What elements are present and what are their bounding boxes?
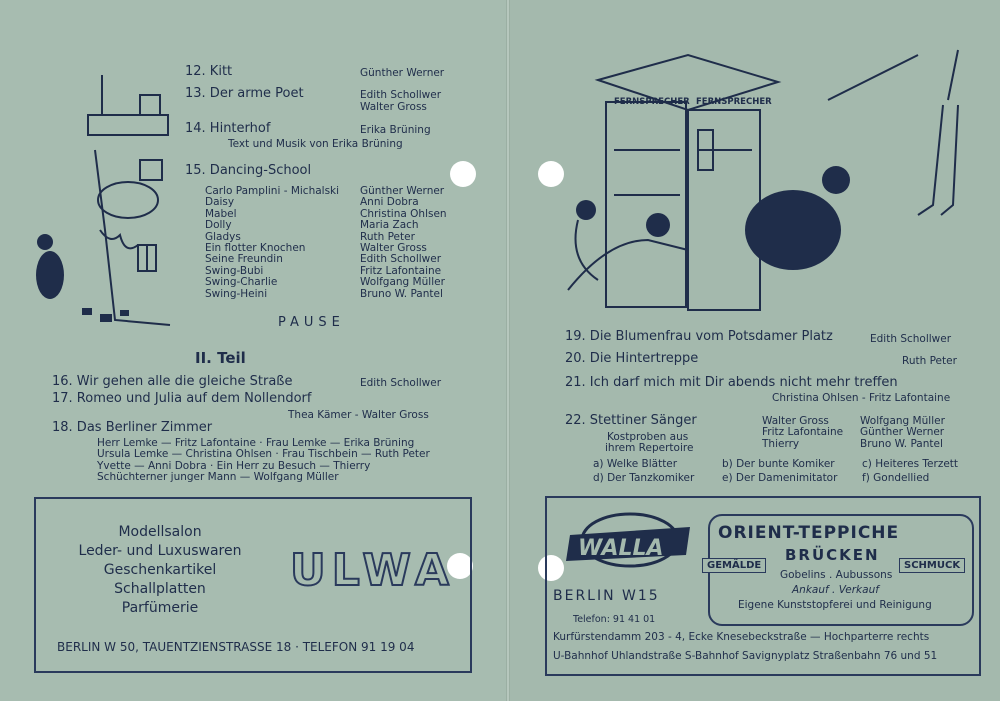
phone-booth-cartoon-illustration [548,40,978,320]
program-item-12: 12. Kitt [185,64,233,79]
item22-subtitle: ihrem Repertoire [605,442,694,454]
ulwa-address: BERLIN W 50, TAUENTZIENSTRASSE 18 · TELEFON 91 19 04 [57,640,415,654]
program-item-16: 16. Wir gehen alle die gleiche Straße [52,374,293,389]
orient-line1: Gobelins . Aubussons [780,569,893,581]
house-cartoon-illustration [20,70,190,340]
song: f) Gondellied [862,472,930,484]
orient-line3: Eigene Kunststopferei und Reinigung [738,599,932,611]
tag-gemaelde: GEMÄLDE [702,558,766,573]
song: a) Welke Blätter [593,458,678,470]
item22-cast-1 [762,416,843,450]
role: Mabel [205,207,237,220]
orient-title: ORIENT-TEPPICHE [718,523,900,543]
dancing-roles [205,186,339,300]
role: Swing-Charlie [205,276,278,289]
program-item-21: 21. Ich darf mich mit Dir abends nicht mehr treffen [565,375,898,390]
walla-brand: WALLA [578,536,664,561]
actor: Fritz Lafontaine [360,264,442,277]
ulwa-line: Modellsalon [118,524,202,540]
actor: Maria Zach [360,219,419,232]
page-fold [506,0,510,701]
ulwa-lines [60,523,260,618]
performer-hinterhof: Erika Brüning [360,124,431,136]
role: Seine Freundin [205,253,283,266]
program-item-17: 17. Romeo und Julia auf dem Nollendorf [52,391,312,406]
performer-21: Christina Ohlsen - Fritz Lafontaine [772,392,951,404]
walla-address: Kurfürstendamm 203 - 4, Ecke Knesebeckstraße — Hochparterre rechts [553,631,930,643]
walla-transit: U-Bahnhof Uhlandstraße S-Bahnhof Savignyplatz Straßenbahn 76 und 51 [553,650,938,662]
performer-poet-2: Walter Gross [360,101,427,113]
dancing-actors [360,186,447,300]
role: Swing-Heini [205,287,268,300]
program-item-19: 19. Die Blumenfrau vom Potsdamer Platz [565,329,833,344]
song: e) Der Damenimitator [722,472,838,484]
role: Gladys [205,230,241,243]
ulwa-logo: ULWA [290,545,455,596]
part2-heading: II. Teil [195,349,246,367]
hinterhof-credit: Text und Musik von Erika Brüning [228,138,403,150]
actor: Anni Dobra [360,196,419,209]
tag-schmuck: SCHMUCK [899,558,965,573]
orient-subtitle: BRÜCKEN [785,546,880,564]
actor: Fritz Lafontaine [762,426,844,439]
actor: Walter Gross [360,242,427,255]
role: Swing-Bubi [205,264,264,277]
program-item-13: 13. Der arme Poet [185,86,304,101]
actor: Christina Ohlsen [360,207,447,220]
cast-line: Ursula Lemke — Christina Ohlsen · Frau Tischbein — Ruth Peter [97,448,430,461]
program-item-20: 20. Die Hintertreppe [565,351,699,366]
walla-city: BERLIN W15 [553,588,660,604]
program-item-14: 14. Hinterhof [185,121,271,136]
song: c) Heiteres Terzett [862,458,959,470]
performer-19: Edith Schollwer [870,333,952,345]
cast-line: Yvette — Anni Dobra · Ein Herr zu Besuch — Thierry [97,459,371,472]
role: Ein flotter Knochen [205,242,306,255]
actor: Thierry [762,437,800,450]
phone-sign: FERNSPRECHER [696,97,772,107]
ulwa-line: Geschenkartikel [103,562,217,578]
program-item-15: 15. Dancing-School [185,163,312,178]
actor: Bruno W. Pantel [860,437,943,450]
cast-line: Herr Lemke — Fritz Lafontaine · Frau Lemke — Erika Brüning [97,437,415,449]
item22-subtitle: Kostproben aus [607,431,689,443]
song: d) Der Tanzkomiker [593,472,695,484]
performer-poet-1: Edith Schollwer [360,89,442,101]
performer-20: Ruth Peter [902,355,957,367]
program-item-22: 22. Stettiner Sänger [565,413,697,428]
actor: Walter Gross [762,415,829,427]
performer-kitt: Günther Werner [360,67,445,79]
ulwa-line: Parfümerie [121,600,199,616]
performer-16: Edith Schollwer [360,377,442,389]
role: Dolly [205,219,232,232]
punch-hole [450,161,476,187]
actor: Wolfgang Müller [360,276,445,289]
actor: Bruno W. Pantel [360,287,443,300]
walla-logo [560,505,700,580]
cast-line: Schüchterner junger Mann — Wolfgang Müller [97,471,339,484]
program-item-18: 18. Das Berliner Zimmer [52,420,213,435]
phone-sign: FERNSPRECHER [614,97,690,107]
item22-cast-2 [860,416,945,450]
role: Daisy [205,196,235,209]
walla-phone: Telefon: 91 41 01 [573,614,656,625]
orient-line2: Ankauf . Verkauf [792,584,879,596]
actor: Günther Werner [360,185,445,197]
pause-heading: PAUSE [278,315,345,330]
ulwa-line: Leder- und Luxuswaren [78,543,242,559]
actor: Wolfgang Müller [860,415,945,427]
actor: Günther Werner [860,426,945,439]
actor: Ruth Peter [360,230,415,243]
ulwa-line: Schallplatten [114,581,206,597]
performer-17: Thea Kämer - Walter Gross [288,409,429,421]
actor: Edith Schollwer [360,253,442,266]
item18-cast [97,438,430,484]
song: b) Der bunte Komiker [722,458,835,470]
role: Carlo Pamplini - Michalski [205,185,340,197]
